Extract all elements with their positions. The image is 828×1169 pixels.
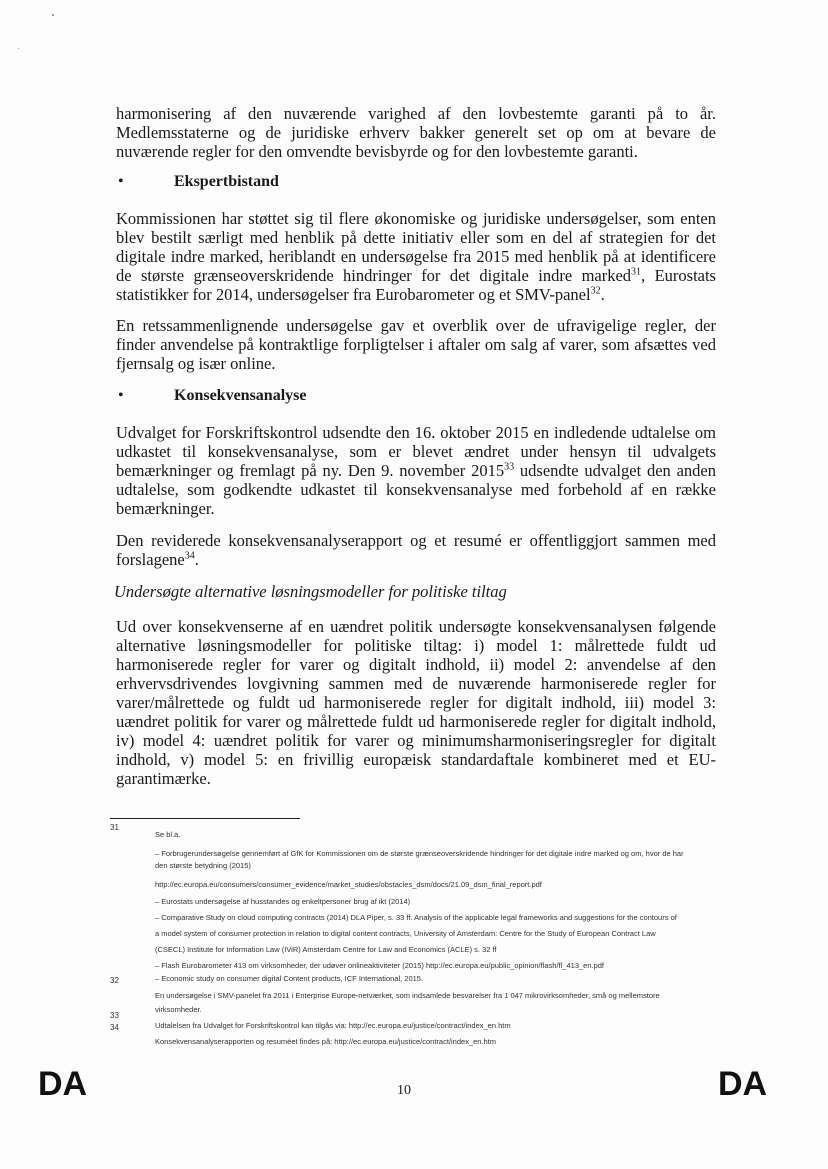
footnote-number: 33 [110,1011,119,1020]
paragraph-text: Kommissionen har støttet sig til flere økonomiske og juridiske undersøgelser, som enten blev bestilt særligt med henblik på dette initiativ eller som en del af strategien for det digitale indre marked, heriblandt en undersøgelse fra 2015 med henblik på at identificere de største grænseoverskridende hindringer for det digitale indre marked [116,209,716,285]
paragraph-ekspertbistand [116,209,716,304]
paragraph-text: , Eurostats statistikker for 2014, undersøgelser fra Eurobarometer og et SMV-panel [116,266,716,304]
footnote-line: – Flash Eurobarometer 413 om virksomheder, der udøver onlineaktiviteter (2015) http://ec.europa.eu/public_opinion/flash/fl_413_en.pdf [155,961,605,970]
footnote-ref-33: 33 [504,461,515,473]
heading-alternative-models: Undersøgte alternative løsningsmodeller for politiske tiltag [114,582,507,601]
footnote-number: 31 [110,823,119,832]
paragraph-ud-over: Ud over konsekvenserne af en uændret politik undersøgte konsekvensanalysen følgende alternative løsningsmodeller for politiske tiltag: i) model 1: målrettede fuldt ud harmoniserede regler for varer og digitalt indhold, ii) model 2: anvendelse af den erhvervsdrivendes lovgivning sammen med de nuværende harmoniserede regler for varer/målrettede og fuldt ud harmoniserede regler for digitalt indhold, iii) model 3: uændret politik for varer og målrettede fuldt ud harmoniserede regler for digitalt indhold, iv) model 4: uændret politik for varer og minimumsharmoniseringsregler for digitalt indhold, v) model 5: en frivillig europæisk standardaftale kombineret med et EU-garantimærke. [116,617,716,788]
paragraph-text: udsendte udvalget den anden udtalelse, som godkendte udkastet til konsekvensanalyse med forbehold af en række bemærkninger. [116,461,716,518]
heading-ekspertbistand: Ekspertbistand [174,173,279,190]
paragraph-text: . [194,550,199,569]
scan-speck [52,14,54,16]
footnote-ref-32: 32 [590,285,601,297]
footnote-line: – Eurostats undersøgelse af husstandes og enkeltpersoner brug af ikt (2014) [155,897,411,906]
footnote-link: Udtalelsen fra Udvalget for Forskriftskontrol kan tilgås via: http://ec.europa.eu/justice/contract/index_en.htm [155,1021,511,1030]
paragraph-harmonisering: harmonisering af den nuværende varighed af den lovbestemte garanti på to år. Medlemsstaterne og de juridiske erhverv bakker generelt set op om at bevare de nuværende regler for den omvendte bevisbyrde og for den lovbestemte garanti. [116,104,716,161]
paragraph-udvalget [116,423,716,518]
footnote-line: – Economic study on consumer digital Content products, ICF International, 2015. [155,974,424,983]
bullet-icon: • [118,387,124,404]
footnote-ref-34: 34 [184,550,195,562]
footnote-ref-31: 31 [631,266,642,278]
footnote-line: Se bl.a. [155,830,181,839]
footnote-separator [110,818,300,819]
language-code-left: DA [38,1065,88,1103]
footnote-line: – Forbrugerundersøgelse gennemført af GfK for Kommissionen om de største grænseoverskridende hindringer for det digitale indre marked og om, hvor de har [155,849,684,858]
footnote-line: – Comparative Study on cloud computing contracts (2014) DLA Piper, s. 33 ff. Analysis of the applicable legal frameworks and suggestions for the contours of [155,913,677,922]
paragraph-retssammenlignende: En retssammenlignende undersøgelse gav et overblik over de ufravigelige regler, der finder anvendelse på kontraktlige forpligtelser i aftaler om salg af varer, som afsættes ved fjernsalg og især online. [116,316,716,373]
paragraph-text: Udvalget for Forskriftskontrol udsendte den 16. oktober 2015 en indledende udtalelse om udkastet til konsekvensanalyse, som er blevet ændret under hensyn til udvalgets bemærkninger og fremlagt på ny. Den 9. november 2015 [116,423,716,480]
footnote-line: En undersøgelse i SMV-panelet fra 2011 i Enterprise Europe-netværket, som indsamlede besvarelser fra 1 047 mikrovirksomheder, små og mellemstore [155,991,660,1000]
footnote-link: Konsekvensanalyserapporten og resuméet findes på: http://ec.europa.eu/justice/contract/index_en.htm [155,1037,497,1046]
heading-konsekvensanalyse: Konsekvensanalyse [174,387,307,404]
paragraph-text: Den reviderede konsekvensanalyserapport og et resumé er offentliggjort sammen med forslagene [116,531,716,569]
bullet-icon: • [118,173,124,190]
footnote-line: (CSECL) Institute for Information Law (IViR) Amsterdam Centre for Law and Economics (ACLE) s. 32 ff [155,945,497,954]
footnote-number: 32 [110,976,119,985]
footnote-number: 34 [110,1023,119,1032]
paragraph-text: . [600,285,605,304]
scan-speck [18,48,19,49]
paragraph-reviderede [116,531,716,569]
footnote-link: http://ec.europa.eu/consumers/consumer_evidence/market_studies/obstacles_dsm/docs/21.09_dsm_final_report.pdf [155,880,542,889]
footnote-line: den største betydning (2015) [155,861,251,870]
page-number: 10 [397,1083,411,1098]
footnote-line: virksomheder. [155,1005,202,1014]
footnote-line: a model system of consumer protection in relation to digital content contracts, University of Amsterdam: Centre for the Study of European Contract Law [155,929,656,938]
language-code-right: DA [718,1065,768,1103]
